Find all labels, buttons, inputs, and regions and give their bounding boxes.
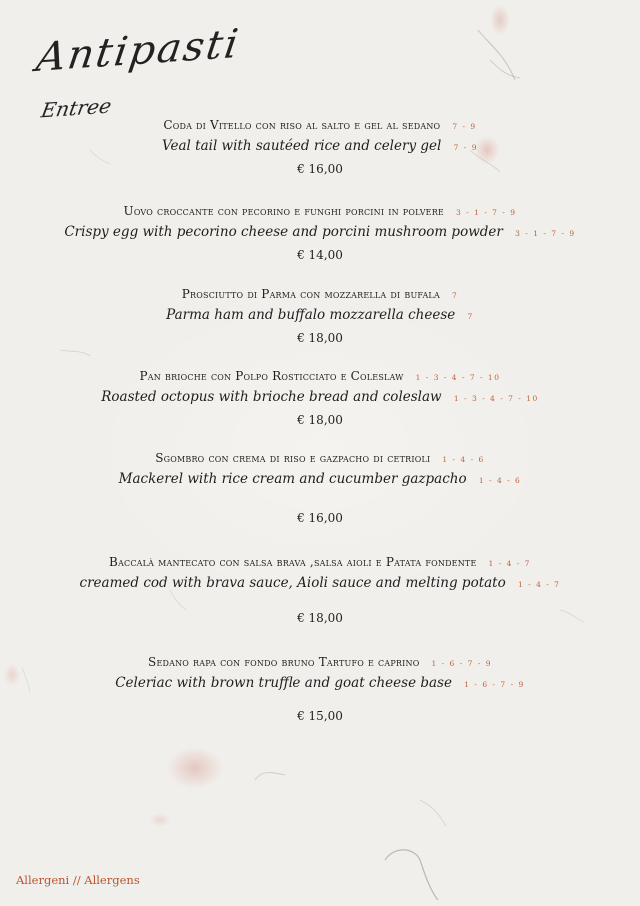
item-allergens: 7 (451, 291, 459, 300)
item-name: Pan brioche con Polpo Rosticciato e Coleslaw (139, 369, 404, 383)
allergens-link[interactable]: Allergeni // Allergens (16, 873, 140, 887)
item-price: € 18,00 (297, 331, 343, 345)
item-price: € 16,00 (297, 511, 343, 525)
item-english-allergens: 1 - 3 - 4 - 7 - 10 (453, 394, 539, 403)
item-price: € 14,00 (297, 248, 343, 262)
item-name: Sgombro con crema di riso e gazpacho di cetrioli (155, 451, 431, 465)
item-english-name: Mackerel with rice cream and cucumber gazpacho (118, 471, 467, 487)
item-english-name: Celeriac with brown truffle and goat cheese base (115, 675, 452, 691)
item-price: € 18,00 (297, 413, 343, 427)
item-name: Uovo croccante con pecorino e funghi porcini in polvere (123, 204, 444, 218)
item-english-name: Crispy egg with pecorino cheese and porcini mushroom powder (64, 224, 503, 240)
item-english-allergens: 1 - 6 - 7 - 9 (464, 680, 525, 689)
item-english-allergens: 7 (467, 312, 474, 321)
item-english-allergens: 7 - 9 (453, 143, 478, 152)
item-allergens: 3 - 1 - 7 - 9 (456, 208, 517, 217)
menu-item (0, 204, 640, 262)
menu-item (0, 369, 640, 427)
item-name: Sedano rapa con fondo bruno Tartufo e caprino (148, 655, 420, 669)
item-english-allergens: 1 - 4 - 6 (478, 476, 522, 485)
menu-item (0, 451, 640, 525)
item-english-name: Parma ham and buffalo mozzarella cheese (166, 307, 456, 323)
menu-item (0, 287, 640, 345)
item-price: € 18,00 (297, 611, 343, 625)
item-price: € 16,00 (297, 162, 343, 176)
item-english-name: Veal tail with sautéed rice and celery gel (162, 138, 442, 154)
item-allergens: 1 - 3 - 4 - 7 - 10 (415, 373, 501, 382)
item-english-name: Roasted octopus with brioche bread and coleslaw (101, 389, 442, 405)
item-english-name: creamed cod with brava sauce, Aioli sauce and melting potato (79, 575, 506, 591)
item-allergens: 7 - 9 (452, 122, 477, 131)
item-name: Prosciutto di Parma con mozzarella di bufala (181, 287, 440, 301)
item-name: Baccalà mantecato con salsa brava ,salsa aioli e Patata fondente (109, 555, 477, 569)
item-allergens: 1 - 4 - 7 (488, 559, 531, 568)
item-english-allergens: 1 - 4 - 7 (518, 580, 561, 589)
item-price: € 15,00 (297, 709, 343, 723)
item-english-allergens: 3 - 1 - 7 - 9 (515, 229, 576, 238)
page-title: Antipasti (33, 21, 243, 81)
menu-item (0, 118, 640, 176)
menu-item (0, 655, 640, 723)
item-allergens: 1 - 6 - 7 - 9 (431, 659, 492, 668)
item-name: Coda di Vitello con riso al salto e gel al sedano (163, 118, 441, 132)
item-allergens: 1 - 4 - 6 (442, 455, 485, 464)
menu-item (0, 555, 640, 625)
page-subtitle: Entree (39, 93, 114, 123)
